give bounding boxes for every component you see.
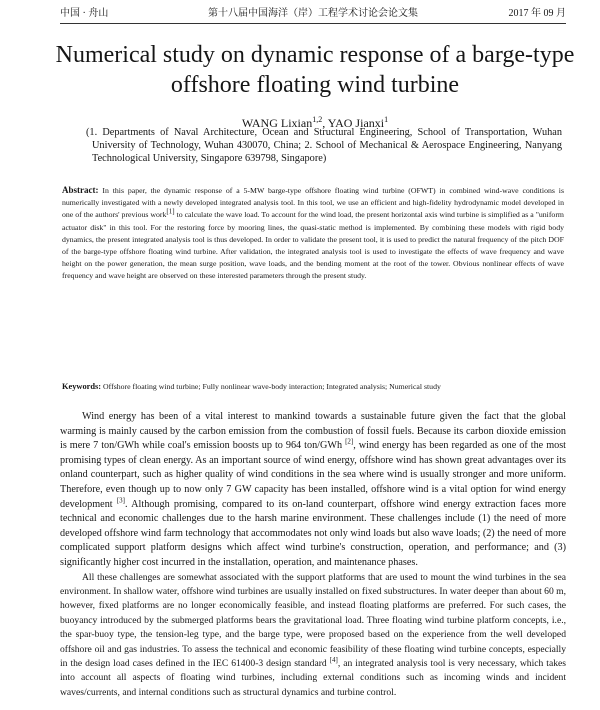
author-separator: , (322, 116, 328, 130)
body-text (60, 410, 566, 700)
author-affiliation-marker: 1 (384, 115, 389, 124)
paragraph-text: All these challenges are somewhat associated with the support platforms that are used to mount the wind turbines in the sea environment. In shallow water, offshore wind turbines are usually installed on fixed substructures. In water deeper than about 60 m, however, fixed platforms are no longer economically feasible, and instead floating platforms are preferred. For such cases, the buoyancy introduced by the submerged platforms bears the gravitational load. Three floating wind turbine platform concepts, i.e., the spar-buoy type, the tension-leg type, and the barge type, were proposed based on the experience from the well developed offshore oil and gas industries. To assess the technical and economic feasibility of these floating wind turbine concepts, especially in the design load cases defined in the IEC 61400-3 design standard (60, 571, 566, 669)
keywords (62, 381, 564, 392)
keywords-label: Keywords: (62, 382, 102, 391)
keywords-text: Offshore floating wind turbine; Fully nonlinear wave-body interaction; Integrated analysis; Numerical study (101, 382, 441, 391)
citation-marker: [1] (166, 207, 175, 216)
header-date: 2017 年 09 月 (508, 8, 566, 19)
paragraph-text: . Although promising, compared to its on-land counterpart, offshore wind energy extraction faces more technical and economic challenges due to the harsh marine environment. These challenges include (1) the need of more developed offshore wind farm technology that accommodates not only wind loads but also wave loads; (2) the need of more complicated support platform designs which affect wind turbine's construction, operation, and performance; and (3) significantly higher cost incurred in the installation, operation, and maintenance phases. (60, 498, 566, 568)
header-proceedings-title: 第十八届中国海洋（岸）工程学术讨论会论文集 (208, 8, 418, 19)
abstract-text: to calculate the wave load. To account for the wind load, the present horizontal axis wind turbine is simplified as a "uniform actuator disk" in this tool. For the restoring force by mooring lines, the quasi-static method is implemented. By combining these models with rigid body dynamics, the present integrated analysis tool is thus developed. In order to validate the present tool, it is used to predict the natural frequency of the pitch DOF of the barge-type offshore floating wind turbine. After validation, the integrated analysis tool is used to investigate the effects of wave frequency and wave height on the power generation, the mean surge position, wave loads, and the bending moment at the root of the tower. Obvious nonlinear effects of wave frequency and wave height are observed on these interested parameters through the present study. (62, 210, 564, 281)
abstract-text: In this paper, the dynamic response of a 5-MW barge-type offshore floating wind turbine (OFWT) in combined wind-wave conditions is numerically investigated with a newly developed integrated analysis tool. In this tool, we use an efficient and high-fidelity hydrodynamic model developed in one of the authors' previous work (62, 186, 564, 220)
author-name: YAO Jianxi (327, 116, 385, 130)
paper-title: Numerical study on dynamic response of a barge-type offshore floating wind turbine (55, 42, 575, 98)
paragraph-text: Wind energy has been of a vital interest to mankind towards a sustainable future given the fact that the global warming is mainly caused by the carbon emission from the combustion of fossil fuels. Because its carbon dioxide emission is mere 7 ton/GWh while coal's emission boosts up to 964 ton/GWh (60, 411, 566, 452)
paragraph-text: , an integrated analysis tool is very necessary, which takes into account all aspects of floating wind turbines, including external conditions such as incoming winds and incident waves/currents, and internal conditions such as structural dynamics and turbine control. (60, 657, 566, 698)
abstract-label: Abstract: (62, 185, 99, 195)
author-affiliation-marker: 1,2 (312, 115, 323, 124)
citation-marker: [3] (116, 496, 125, 505)
abstract (62, 184, 564, 283)
body-paragraph (60, 410, 566, 571)
header-location: 中国 · 舟山 (60, 8, 109, 19)
citation-marker: [4] (329, 655, 338, 664)
citation-marker: [2] (345, 437, 354, 446)
paragraph-text: , wind energy has been regarded as one of the most promising types of clean energy. As an important source of wind energy, offshore wind has shown great advantages over its onland counterpart, such as higher quality of wind conditions in the sea where wind is usually stronger and more uniform. Therefore, even though up to now only 7 GW capacity has been installed, offshore wind is a vital option for wind energy development (60, 440, 567, 510)
running-header (60, 7, 566, 24)
body-paragraph (60, 571, 566, 701)
affiliations: (1. Departments of Naval Architecture, Ocean and Structural Engineering, School of Transportation, Wuhan University of Technology, Wuhan 430070, China; 2. School of Mechanical & Aerospace Engineering, Nanyang Technological University, Singapore 639798, Singapore) (86, 127, 562, 164)
author-name: WANG Lixian (241, 116, 313, 130)
